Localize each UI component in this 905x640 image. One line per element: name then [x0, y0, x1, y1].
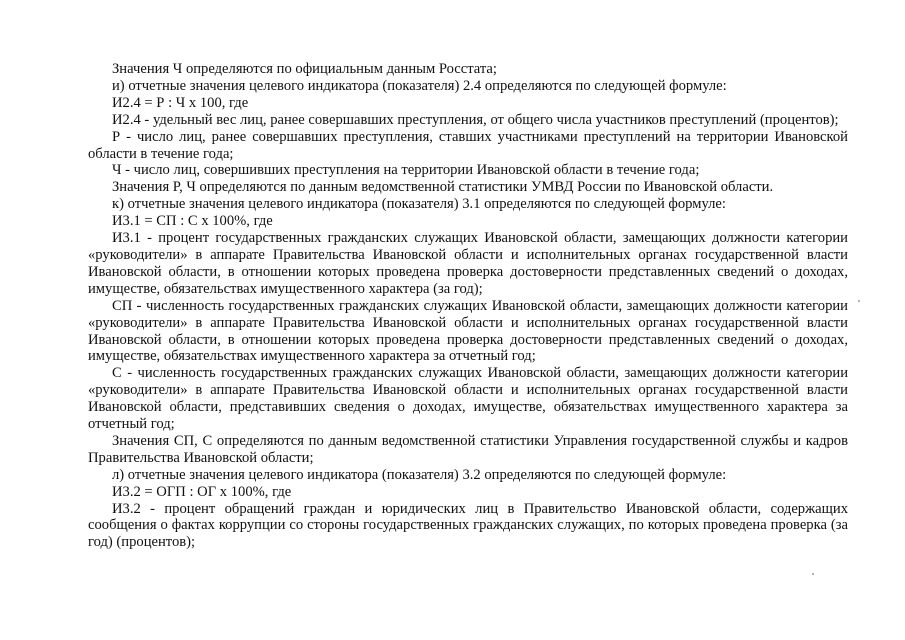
formula-3-2: И3.2 = ОГП : ОГ х 100%, где — [112, 483, 292, 500]
definition-i2-4: И2.4 - удельный вес лиц, ранее совершавших преступления, от общего числа участников преступлений (процентов); — [112, 111, 839, 128]
definition-s: С - численность государственных гражданских служащих Ивановской области, замещающих должности категории «руководители» в аппарате Правительства Ивановской области и исполнительных органах государственной власти Ивановской области, представивших сведения о доходах, имуществе, обязательствах имущественного характера за отчетный год; — [88, 365, 848, 433]
paragraph-item-i: и) отчетные значения целевого индикатора (показателя) 2.4 определяются по следующей формуле: — [112, 77, 727, 94]
document-body — [88, 61, 848, 551]
paragraph-item-l: л) отчетные значения целевого индикатора (показателя) 3.2 определяются по следующей формуле: — [112, 466, 727, 483]
paragraph-item-k: к) отчетные значения целевого индикатора (показателя) 3.1 определяются по следующей формуле: — [112, 196, 726, 213]
paragraph-umvd-note: Значения Р, Ч определяются по данным ведомственной статистики УМВД России по Ивановской области. — [112, 179, 774, 196]
scan-speck — [858, 300, 860, 302]
definition-r: Р - число лиц, ранее совершавших преступления, ставших участниками преступлений на территории Ивановской области в течение года; — [88, 128, 848, 162]
scan-speck — [812, 573, 814, 575]
formula-2-4: И2.4 = Р : Ч х 100, где — [112, 94, 249, 111]
definition-ch: Ч - число лиц, совершивших преступления на территории Ивановской области в течение года; — [112, 162, 700, 179]
definition-sp: СП - численность государственных гражданских служащих Ивановской области, замещающих должности категории «руководители» в аппарате Правительства Ивановской области и исполнительных органах государственной власти Ивановской области, в отношении которых проведена проверка достоверности представленных сведений о доходах, имуществе, обязательствах имущественного характера за отчетный год; — [88, 297, 848, 365]
definition-i3-1: И3.1 - процент государственных гражданских служащих Ивановской области, замещающих должности категории «руководители» в аппарате Правительства Ивановской области и исполнительных органах государственной власти Ивановской области, в отношении которых проведена проверка достоверности представленных сведений о доходах, имуществе, обязательствах имущественного характера (за год); — [88, 230, 848, 297]
paragraph-sp-s-note: Значения СП, С определяются по данным ведомственной статистики Управления государственной службы и кадров Правительства Ивановской области; — [88, 432, 848, 466]
formula-3-1: И3.1 = СП : С х 100%, где — [112, 213, 273, 230]
paragraph-rosstat-note: Значения Ч определяются по официальным данным Росстата; — [112, 61, 497, 77]
definition-i3-2: И3.2 - процент обращений граждан и юридических лиц в Правительство Ивановской области, содержащих сообщения о фактах коррупции со стороны государственных гражданских служащих, по которых проведена проверка (за год) (процентов); — [88, 500, 848, 551]
